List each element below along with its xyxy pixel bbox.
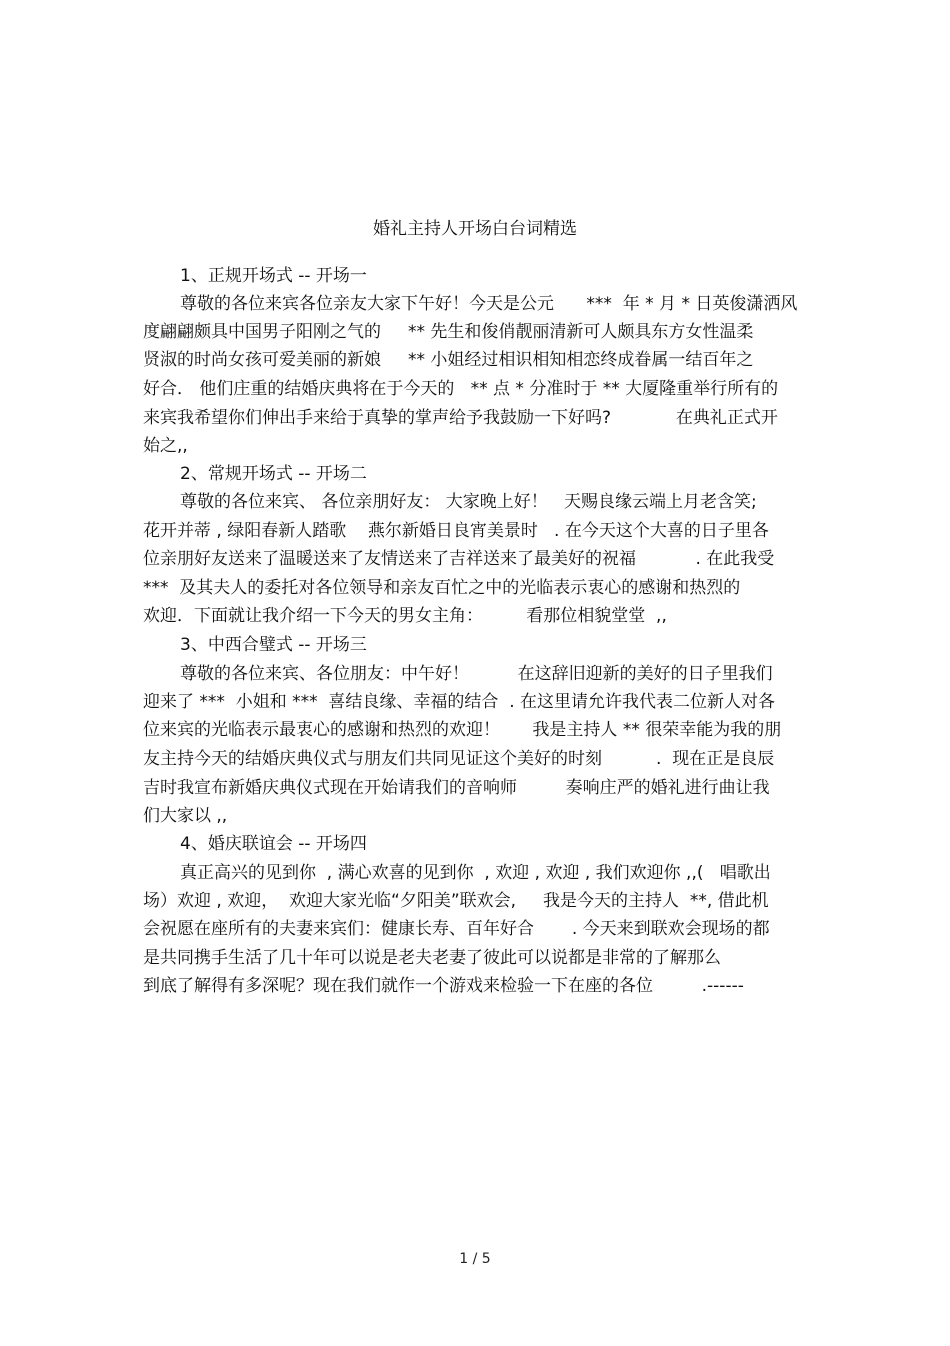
paragraph-line: 贤淑的时尚女孩可爱美丽的新娘 ** 小姐经过相识相知相恋终成眷属一结百年之: [143, 350, 754, 370]
paragraph-line: 花开并蒂 , 绿阳春新人踏歌 燕尔新婚日良宵美景时 . 在今天这个大喜的日子里各: [143, 521, 769, 541]
paragraph-line: 尊敬的各位来宾各位亲友大家下午好！今天是公元 *** 年 * 月 * 日英俊潇洒风: [180, 294, 798, 314]
document-title: 婚礼主持人开场白台词精选: [373, 219, 577, 239]
paragraph-line: 迎来了 *** 小姐和 *** 喜结良缘、幸福的结合 . 在这里请允许我代表二位新人对各: [143, 692, 776, 712]
paragraph-line: 是共同携手生活了几十年可以说是老夫老妻了彼此可以说都是非常的了解那么: [143, 948, 721, 968]
section-heading-1: 1、正规开场式 -- 开场一: [180, 266, 367, 286]
section-heading-2: 2、常规开场式 -- 开场二: [180, 464, 367, 484]
paragraph-line: 位亲朋好友送来了温暖送来了友情送来了吉祥送来了最美好的祝福 . 在此我受: [143, 549, 775, 569]
paragraph-line: 会祝愿在座所有的夫妻来宾们：健康长寿、百年好合 . 今天来到联欢会现场的都: [143, 919, 770, 939]
paragraph-line: 们大家以 ,,: [143, 806, 228, 826]
paragraph-line: *** 及其夫人的委托对各位领导和亲友百忙之中的光临表示衷心的感谢和热烈的: [143, 578, 741, 598]
paragraph-line: 尊敬的各位来宾、 各位亲朋好友： 大家晚上好！ 天赐良缘云端上月老含笑;: [180, 492, 757, 512]
section-heading-3: 3、中西合璧式 -- 开场三: [180, 635, 367, 655]
paragraph-line: 到底了解得有多深呢？现在我们就作一个游戏来检验一下在座的各位 .------: [143, 976, 744, 996]
paragraph-line: 尊敬的各位来宾、各位朋友：中午好！ 在这辞旧迎新的美好的日子里我们: [180, 664, 773, 684]
paragraph-line: 位来宾的光临表示最衷心的感谢和热烈的欢迎！ 我是主持人 ** 很荣幸能为我的朋: [143, 720, 782, 740]
paragraph-line: 来宾我希望你们伸出手来给于真挚的掌声给予我鼓励一下好吗? 在典礼正式开: [143, 408, 778, 428]
paragraph-line: 真正高兴的见到你 , 满心欢喜的见到你 , 欢迎 , 欢迎 , 我们欢迎你 ,,( 唱歌出: [180, 863, 771, 883]
paragraph-line: 欢迎．下面就让我介绍一下今天的男女主角： 看那位相貌堂堂 ,,: [143, 606, 667, 626]
paragraph-line: 好合． 他们庄重的结婚庆典将在于今天的 ** 点 * 分准时于 ** 大厦隆重举行所有的: [143, 379, 779, 399]
paragraph-line: 始之,,: [143, 436, 188, 456]
paragraph-line: 度翩翩颇具中国男子阳刚之气的 ** 先生和俊俏靓丽清新可人颇具东方女性温柔: [143, 322, 754, 342]
page-number: 1 / 5: [459, 1251, 491, 1267]
section-heading-4: 4、婚庆联谊会 -- 开场四: [180, 834, 367, 854]
paragraph-line: 友主持今天的结婚庆典仪式与朋友们共同见证这个美好的时刻 . 现在正是良辰: [143, 749, 775, 769]
paragraph-line: 吉时我宣布新婚庆典仪式现在开始请我们的音响师 奏响庄严的婚礼进行曲让我: [143, 778, 770, 798]
paragraph-line: 场）欢迎 , 欢迎， 欢迎大家光临“夕阳美”联欢会, 我是今天的主持人 **, 借此机: [143, 891, 769, 911]
